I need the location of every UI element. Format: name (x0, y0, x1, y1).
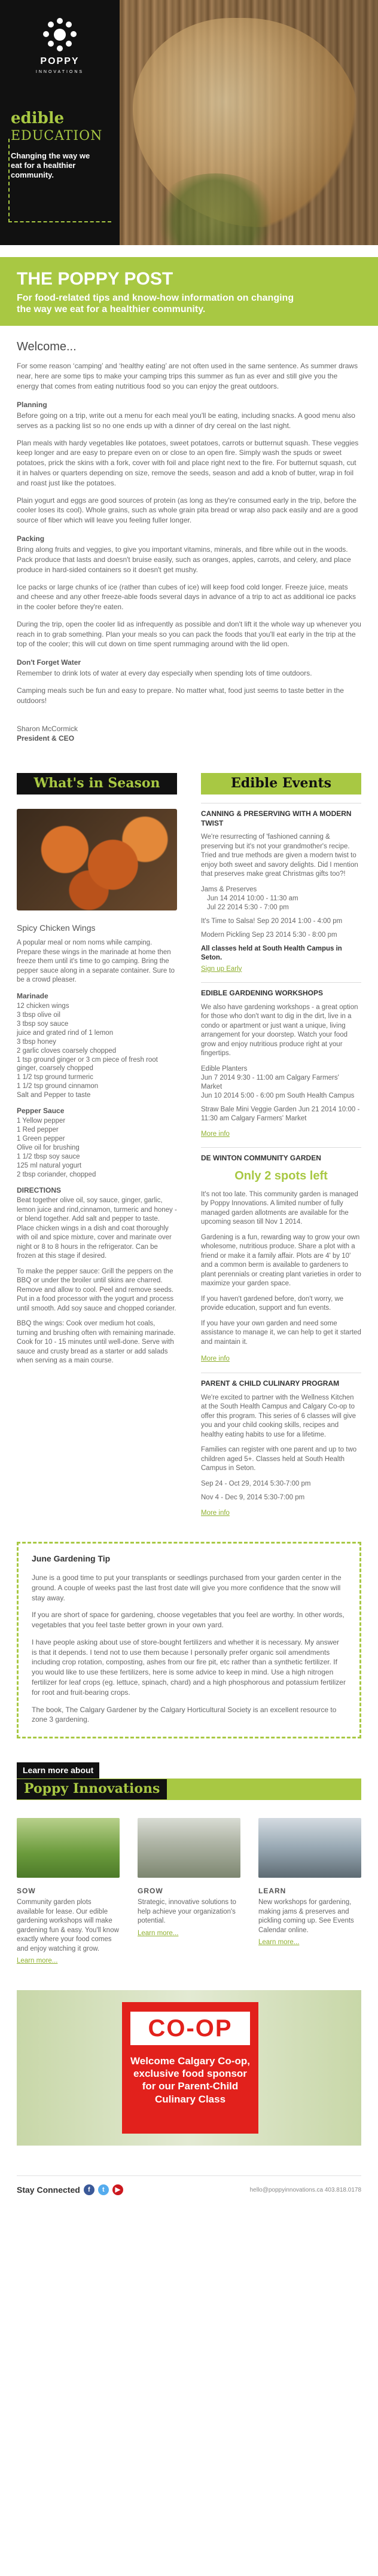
event-community-garden (201, 1147, 361, 1364)
event-line: Modern Pickling Sep 23 2014 5:30 - 8:00 pm (201, 931, 337, 939)
footer (17, 2175, 361, 2196)
list-item: 3 tbsp olive oil (17, 1011, 60, 1019)
youtube-icon[interactable]: ▶ (112, 2184, 123, 2195)
list-item: 1 Red pepper (17, 1126, 59, 1134)
packing-p3: During the trip, open the cooler lid as infrequently as possible and don't lift it the whole way up whenever you reach in to grab something. Plan your meals so you can pack the foods that you'll eat early in the trip at the top of the cooler; this will cut down on time spent rummaging around with the lid open. (17, 619, 361, 649)
event-location: All classes held at South Health Campus in Seton. (201, 945, 342, 962)
list-item: 2 garlic cloves coarsely chopped (17, 1047, 117, 1055)
facebook-icon[interactable]: f (84, 2184, 94, 2195)
list-item: Salt and Pepper to taste (17, 1092, 91, 1099)
learn-text: New workshops for gardening, making jams & preserves and pickling coming up. See Events Calendar online. (258, 1899, 354, 1934)
season-column (17, 773, 177, 1518)
list-item: 3 tbsp honey (17, 1038, 56, 1046)
pepper-list (17, 1117, 177, 1179)
hero-dashed-frame (8, 139, 111, 222)
event-title: EDIBLE GARDENING WORKSHOPS (201, 989, 324, 998)
marinade-list (17, 1002, 177, 1100)
more-info-link[interactable]: More info (201, 1355, 230, 1363)
recipe-intro: A popular meal or nom noms while camping. Prepare these wings in the marinade at home then freeze them until it's time to go camping. Bring the pepper sauce along in a separate container. Sure to be a crowd pleaser. (17, 939, 175, 984)
list-item: 2 tbsp coriander, chopped (17, 1171, 96, 1179)
post-title: THE POPPY POST (17, 269, 173, 289)
education-title: EDUCATION (11, 129, 103, 144)
tip-p4: The book, The Calgary Gardener by the Calgary Horticultural Society is an excellent resource to zone 3 gardening. (32, 1705, 337, 1724)
poppy-band (17, 1779, 361, 1800)
grow-card (138, 1818, 240, 1966)
planning-p2: Plan meals with hardy vegetables like potatoes, sweet potatoes, carrots or butternut squash. These veggies keep longer and are easy to prepare even on or close to an open fire. Simply wash the spuds or sweet potatoes, prick the skins with a fork, cover with foil and place right next to the fire. For butternut squash, cut it in halves or quarters depending on size, remove the seeds, season and add a knob of butter, wrap in foil and roast just like the potatoes. (17, 438, 359, 487)
list-item: 1 Green pepper (17, 1135, 65, 1143)
learn-learn-more-link[interactable]: Learn more... (258, 1939, 300, 1946)
sow-photo (17, 1818, 120, 1878)
event-line: Nov 4 - Dec 9, 2014 5:30-7:00 pm (201, 1493, 305, 1501)
list-item: 125 ml natural yogurt (17, 1162, 82, 1170)
sow-learn-more-link[interactable]: Learn more... (17, 1957, 58, 1965)
events-column (201, 773, 361, 1518)
packing-heading: Packing (17, 534, 45, 543)
list-item: 1 1/2 tsp ground cinnamon (17, 1083, 99, 1090)
list-item: 12 chicken wings (17, 1002, 69, 1010)
list-item: juice and grated rind of 1 lemon (17, 1029, 114, 1037)
packing-p1: Bring along fruits and veggies, to give you important vitamins, minerals, and fibre while out in the woods. Pack produce that lasts and doesn't bruise easily, such as oranges, apples, carrots, and celery, and place produce in hard-sided containers so it doesn't get mushy. (17, 545, 351, 574)
poppy-band-label: Poppy Innovations (17, 1779, 167, 1799)
more-info-link[interactable]: More info (201, 1509, 230, 1517)
event-desc: Families can register with one parent and up to two children aged 5+. Classes held at South Health Campus in Seton. (201, 1446, 357, 1472)
coop-text: Welcome Calgary Co-op, exclusive food sponsor for our Parent-Child Culinary Class (130, 2055, 250, 2105)
season-header (17, 773, 177, 795)
tip-p1: June is a good time to put your transplants or seedlings purchased from your garden center in the ground. A couple of weeks past the last frost date will give you more confidence that the snow will stay away. (32, 1573, 342, 1602)
logo-sub: INNOVATIONS (35, 69, 84, 74)
welcome-intro: For some reason ‘camping’ and ‘healthy eating’ are not often used in the same sentence. As summer draws near, here are some tips to make your camping trips this summer as fun as ever and still give you the energy that comes from eating nutritious food so you can enjoy the great outdoors. (17, 362, 358, 390)
welcome-section (0, 339, 378, 743)
planning-p3: Plain yogurt and eggs are good sources of protein (as long as they're consumed early in the trip, before the cooler loses its cool). Whole grains, such as whole grain pita bread or wrap also pack easily and are a good source of fiber which will leave you feeling fuller longer. (17, 496, 358, 525)
sow-card (17, 1818, 120, 1966)
contact-info: hello@poppyinnovations.ca 403.818.0178 (249, 2186, 361, 2193)
event-title: DE WINTON COMMUNITY GARDEN (201, 1154, 321, 1163)
list-item: 1 1/2 tsp ground turmeric (17, 1074, 93, 1081)
planning-p1: Before going on a trip, write out a menu for each meal you'll be eating, including snacks. A good menu also serves as a packing list so no one ends up with a dinner of dry cereal on the last night. (17, 411, 355, 430)
gardening-tip-box (17, 1542, 361, 1738)
event-line: It's Time to Salsa! Sep 20 2014 1:00 - 4:00 pm (201, 917, 343, 925)
event-desc: We also have gardening workshops - a great option for those who don't want to dig in the dirt, live in a condo or apartment or just want a unique, living arrangement for your doorstep. Watch your food grow and enjoy nutritious produce right at your fingertips. (201, 1003, 358, 1058)
water-p1: Remember to drink lots of water at every day especially when spending lots of time outdoors. (17, 669, 312, 678)
events-header-label: Edible Events (226, 775, 336, 793)
coop-logo: CO-OP (130, 2012, 250, 2045)
sow-text: Community garden plots available for lease. Our edible gardening workshops will make gardening fun & easy. You'll know exactly where your food comes and enjoy watching it grow. (17, 1899, 119, 1952)
event-desc: Gardening is a fun, rewarding way to grow your own wholesome, nutritious produce. Share a plot with a friend or make it a family affair. Plots are 4' by 10' and a common berm is available to gardeners to plant perennials or creating plant varieties in order to maximize your garden space. (201, 1233, 361, 1288)
event-line: Jun 14 2014 10:00 - 11:30 am (207, 894, 298, 902)
events-header (201, 773, 361, 795)
marinade-heading: Marinade (17, 991, 48, 1000)
event-desc: It's not too late. This community garden is managed by Poppy Innovations. A limited number of fully managed garden allotments are available for the upcoming season till Nov 1 2014. (201, 1190, 358, 1226)
learn-card (258, 1818, 361, 1966)
event-line: Jul 22 2014 5:30 - 7:00 pm (207, 903, 289, 911)
event-line: Edible Planters (201, 1065, 248, 1072)
poppy-logo-icon (43, 18, 77, 51)
edible-title: edible (11, 109, 65, 128)
packing-p2: Ice packs or large chunks of ice (rather than cubes of ice) will keep food cold longer. Freeze juice, meats and cheese and any other freeze-able foods several days in advance of a trip to act as additional ice packs in the cooler before they're eaten. (17, 582, 356, 612)
event-desc: If you haven't gardened before, don't worry, we provide education, support and fun events. (201, 1295, 344, 1312)
event-line: Jams & Preserves (201, 886, 257, 893)
event-title: PARENT & CHILD CULINARY PROGRAM (201, 1379, 340, 1388)
recipe-title: Spicy Chicken Wings (17, 923, 96, 933)
signature (17, 724, 361, 743)
learn-columns (0, 1818, 378, 1966)
tip-p3: I have people asking about use of store-bought fertilizers and whether it is necessary. My answer is that it depends. I tend not to use them because I personally prefer organic soil amendments including crop rotation, composting, ashes from our fire pit, etc rather than a synthetic fertilizer. If you would like to use these fertilizers, here is some advice to keep in mind. Use a high nitrogen fertilizer for leaf crops (eg. lettuce, spinach, chard) and a high phosphorous and potassium fertilizer for root and fruit-bearing crops. (32, 1637, 346, 1697)
season-header-label: What's in Season (29, 775, 164, 793)
signature-role: President & CEO (17, 734, 75, 743)
post-banner (0, 257, 378, 326)
event-line: Jun 7 2014 9:30 - 11:00 am Calgary Farmers' Market (201, 1074, 339, 1090)
grow-heading: GROW (138, 1887, 163, 1896)
event-line: Straw Bale Mini Veggie Garden Jun 21 2014 10:00 - 11:30 am Calgary Farmers' Market (201, 1105, 360, 1122)
directions-text: Beat together olive oil, soy sauce, ginger, garlic, lemon juice and rind,cinnamon, turmeric and honey - or blend together. Add salt and pepper to taste. Place chicken wings in a dish and coat thoroughly with oil and spice mixture, cover and marinate over night or 8 to 8 hours in the refrigerator. Can be frozen at this stage if desired. (17, 1197, 177, 1260)
tip-p2: If you are short of space for gardening, choose vegetables that you feel are worthy. In other words, vegetables that you feel taste better grown in your own yard. (32, 1611, 345, 1630)
stay-connected (17, 2184, 123, 2196)
stay-connected-label: Stay Connected (17, 2184, 80, 2195)
planning-heading: Planning (17, 400, 47, 409)
closing-p: Camping meals such be fun and easy to prepare. No matter what, food just seems to taste better in the outdoors! (17, 686, 344, 705)
signature-name: Sharon McCormick (17, 724, 78, 733)
event-title: CANNING & PRESERVING WITH A MODERN TWIST (201, 809, 352, 827)
learn-photo (258, 1818, 361, 1878)
list-item: 1 tsp ground ginger or 3 cm piece of fresh root ginger, coarsely chopped (17, 1056, 158, 1072)
pepper-heading: Pepper Sauce (17, 1107, 65, 1116)
chicken-wings-photo (17, 809, 177, 910)
sign-up-link[interactable]: Sign up Early (201, 965, 242, 973)
twitter-icon[interactable]: t (98, 2184, 109, 2195)
list-item: Olive oil for brushing (17, 1144, 80, 1152)
grow-learn-more-link[interactable]: Learn more... (138, 1929, 179, 1937)
bbq-directions: BBQ the wings: Cook over medium hot coals, turning and brushing often with remaining marinade. Cook for 10 - 15 minutes until well-done. Serve with sauce and crusty bread as a starter or add salads when serving as a main course. (17, 1320, 176, 1365)
water-heading: Don't Forget Water (17, 658, 81, 667)
event-culinary-program (201, 1373, 361, 1518)
post-subtitle: For food-related tips and know-how information on changing the way we eat for a healthier community. (17, 293, 294, 315)
list-item: 1 Yellow pepper (17, 1117, 66, 1125)
event-desc: We're excited to partner with the Wellness Kitchen at the South Health Campus and Calgary Co-op to offer this program. This series of 6 classes will give you and your child cooking skills, recipes and healthy eating habits to use for a lifetime. (201, 1394, 356, 1438)
learn-more-tag: Learn more about (17, 1762, 99, 1779)
directions-heading: DIRECTIONS (17, 1185, 62, 1194)
list-item: 1 1/2 tbsp soy sauce (17, 1153, 80, 1161)
event-desc: We're resurrecting of 'fashioned canning & preserving but it's not your grandmother's recipe. Tried and true methods are given a modern twist to enjoy both sweet and savory delights. Did I mention that preserves make great Christmas gifts too?! (201, 833, 358, 878)
spots-left-badge: Only 2 spots left (234, 1169, 328, 1182)
learn-more-heading (17, 1762, 361, 1779)
grow-text: Strategic, innovative solutions to help achieve your organization's potential. (138, 1899, 236, 1925)
grow-photo (138, 1818, 240, 1878)
sow-heading: SOW (17, 1887, 36, 1896)
two-column-section (0, 773, 378, 1518)
event-canning (201, 803, 361, 974)
event-line: Sep 24 - Oct 29, 2014 5:30-7:00 pm (201, 1480, 311, 1487)
more-info-link[interactable]: More info (201, 1130, 230, 1138)
event-gardening-workshops (201, 982, 361, 1139)
list-item: 3 tbsp soy sauce (17, 1020, 69, 1028)
welcome-title: Welcome... (17, 340, 77, 354)
hero-tagline: Changing the way we eat for a healthier community. (11, 151, 90, 180)
tip-title: June Gardening Tip (32, 1554, 111, 1564)
learn-heading: LEARN (258, 1887, 286, 1896)
pepper-directions: To make the pepper sauce: Grill the peppers on the BBQ or under the broiler until skins are charred. Remove and allow to cool. Peel and remove seeds. Put in a food processor with the yogurt and process until smooth. Add soy sauce and chopped coriander. (17, 1267, 176, 1312)
coop-sponsor-banner[interactable] (17, 1990, 361, 2146)
hero-banner (0, 0, 378, 245)
coop-box (122, 2002, 258, 2134)
logo-main: POPPY (40, 56, 80, 66)
event-line: Jun 10 2014 5:00 - 6:00 pm South Health Campus (201, 1092, 355, 1099)
event-desc: If you have your own garden and need some assistance to manage it, we can help to get it started and maintain it. (201, 1319, 361, 1346)
